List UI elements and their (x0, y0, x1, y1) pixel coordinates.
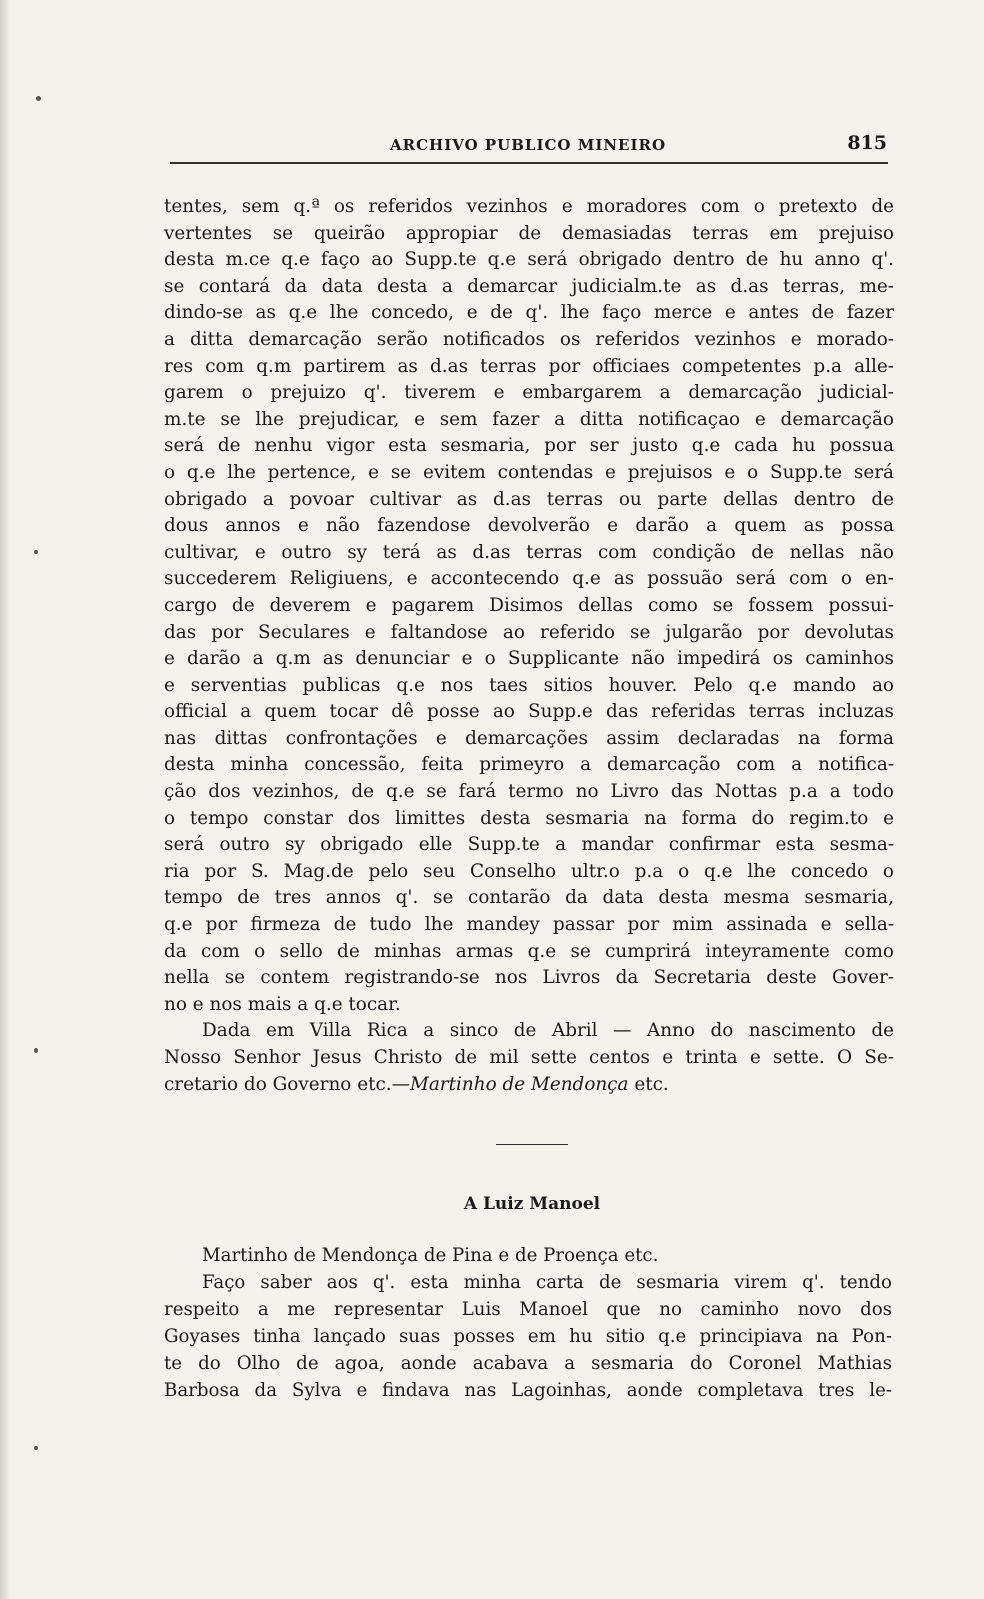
body-line: obrigado a povoar cultivar as d.as terras ou parte dellas dentro de (164, 488, 894, 510)
ink-speck (34, 550, 38, 554)
section-heading: A Luiz Manoel (463, 1194, 601, 1214)
body-line: nella se contem registrando-se nos Livros da Secretaria deste Gover- (164, 967, 894, 989)
ink-speck (34, 1446, 38, 1450)
closing-etc: etc. (628, 1073, 669, 1095)
body-line: ção dos vezinhos, de q.e se fará termo no Livro das Nottas p.a a todo (164, 781, 894, 803)
body-line: res com q.m partirem as d.as terras por officiaes competentes p.a alle- (164, 355, 894, 377)
body-line: ria por S. Mag.de pelo seu Conselho ultr.o p.a o q.e lhe concedo o (164, 860, 894, 882)
body-line: se contará da data desta a demarcar judicialm.te as d.as terras, me- (164, 275, 894, 297)
body-line: o tempo constar dos limittes desta sesmaria na forma do regim.to e (164, 807, 894, 829)
body-line: será outro sy obrigado elle Supp.te a mandar confirmar esta sesma- (164, 834, 894, 856)
body-line: da com o sello de minhas armas q.e se cumprirá inteyramente como (164, 940, 894, 962)
body-line: succederem Religiuens, e accontecendo q.e as possuão será com o en- (164, 568, 894, 590)
body-line: garem o prejuizo q'. tiverem e embargarem a demarcação judicial- (164, 382, 894, 404)
body-line: Faço saber aos q'. esta minha carta de sesmaria virem q'. tendo (202, 1272, 892, 1293)
body-line: dindo-se as q.e lhe concedo, e de q'. lhe faço merce e antes de fazer (164, 302, 894, 324)
body-line: será de nenhu vigor esta sesmaria, por ser justo q.e cada hu possua (164, 435, 894, 457)
body-line: desta m.ce q.e faço ao Supp.te q.e será obrigado dentro de hu anno q'. (164, 249, 894, 271)
body-line: m.te se lhe prejudicar, e sem fazer a ditta notificaçao e demarcação (164, 408, 894, 430)
body-line: Martinho de Mendonça de Pina e de Proença etc. (202, 1245, 659, 1266)
body-line: nas dittas confrontações e demarcações assim declaradas na forma (164, 727, 894, 749)
body-line: a ditta demarcação serão notificados os referidos vezinhos e morado- (164, 328, 894, 350)
body-line: cargo de deverem e pagarem Disimos dellas como se fossem possui- (164, 594, 894, 616)
running-title: ARCHIVO PUBLICO MINEIRO (390, 136, 667, 154)
page-edge (0, 0, 10, 1599)
section-body (164, 1242, 892, 1404)
body-line: e serventias publicas q.e nos taes sitios houver. Pelo q.e mando ao (164, 674, 894, 696)
signature: Martinho de Mendonça (410, 1073, 629, 1095)
page-header (165, 132, 893, 158)
document-body (164, 194, 894, 1098)
body-line: o q.e lhe pertence, e se evitem contendas e prejuisos e o Supp.te será (164, 461, 894, 483)
body-line: das por Seculares e faltandose ao referido se julgarão por devolutas (164, 621, 894, 643)
body-line: official a quem tocar dê posse ao Supp.e das referidas terras incluzas (164, 701, 894, 723)
page-number: 815 (847, 132, 887, 154)
section-separator (496, 1144, 568, 1145)
body-line: dous annos e não fazendose devolverão e darão a quem as possa (164, 515, 894, 537)
body-line: e darão a q.m as denunciar e o Supplicante não impedirá os caminhos (164, 648, 894, 670)
body-line: tempo de tres annos q'. se contarão da data desta mesma sesmaria, (164, 887, 894, 909)
header-rule (170, 162, 888, 164)
body-line: Goyases tinha lançado suas posses em hu sitio q.e principiava na Pon- (164, 1326, 892, 1347)
body-line: tentes, sem q.ª os referidos vezinhos e moradores com o pretexto de (164, 196, 894, 217)
ink-speck (36, 96, 41, 101)
body-line: no e nos mais a q.e tocar. (164, 993, 401, 1015)
dating-line: Dada em Villa Rica a sinco de Abril — Anno do nascimento de (202, 1020, 894, 1042)
body-line: respeito a me representar Luis Manoel que no caminho novo dos (164, 1299, 892, 1320)
body-line: vertentes se queirão appropiar de demasiadas terras em prejuiso (164, 222, 894, 244)
body-line: Barbosa da Sylva e findava nas Lagoinhas, aonde completava tres le- (164, 1380, 892, 1401)
closing-line (164, 1072, 894, 1099)
body-line: te do Olho de agoa, aonde acabava a sesmaria do Coronel Mathias (164, 1353, 892, 1374)
ink-speck (34, 1048, 38, 1053)
dating-line: Nosso Senhor Jesus Christo de mil sette centos e trinta e sette. O Se- (164, 1047, 894, 1068)
closing-text: cretario do Governo etc.— (164, 1073, 411, 1095)
body-line: desta minha concessão, feita primeyro a demarcação com a notifica- (164, 754, 894, 776)
body-line: q.e por firmeza de tudo lhe mandey passar por mim assinada e sella- (164, 914, 894, 936)
body-line: cultivar, e outro sy terá as d.as terras com condição de nellas não (164, 541, 894, 563)
